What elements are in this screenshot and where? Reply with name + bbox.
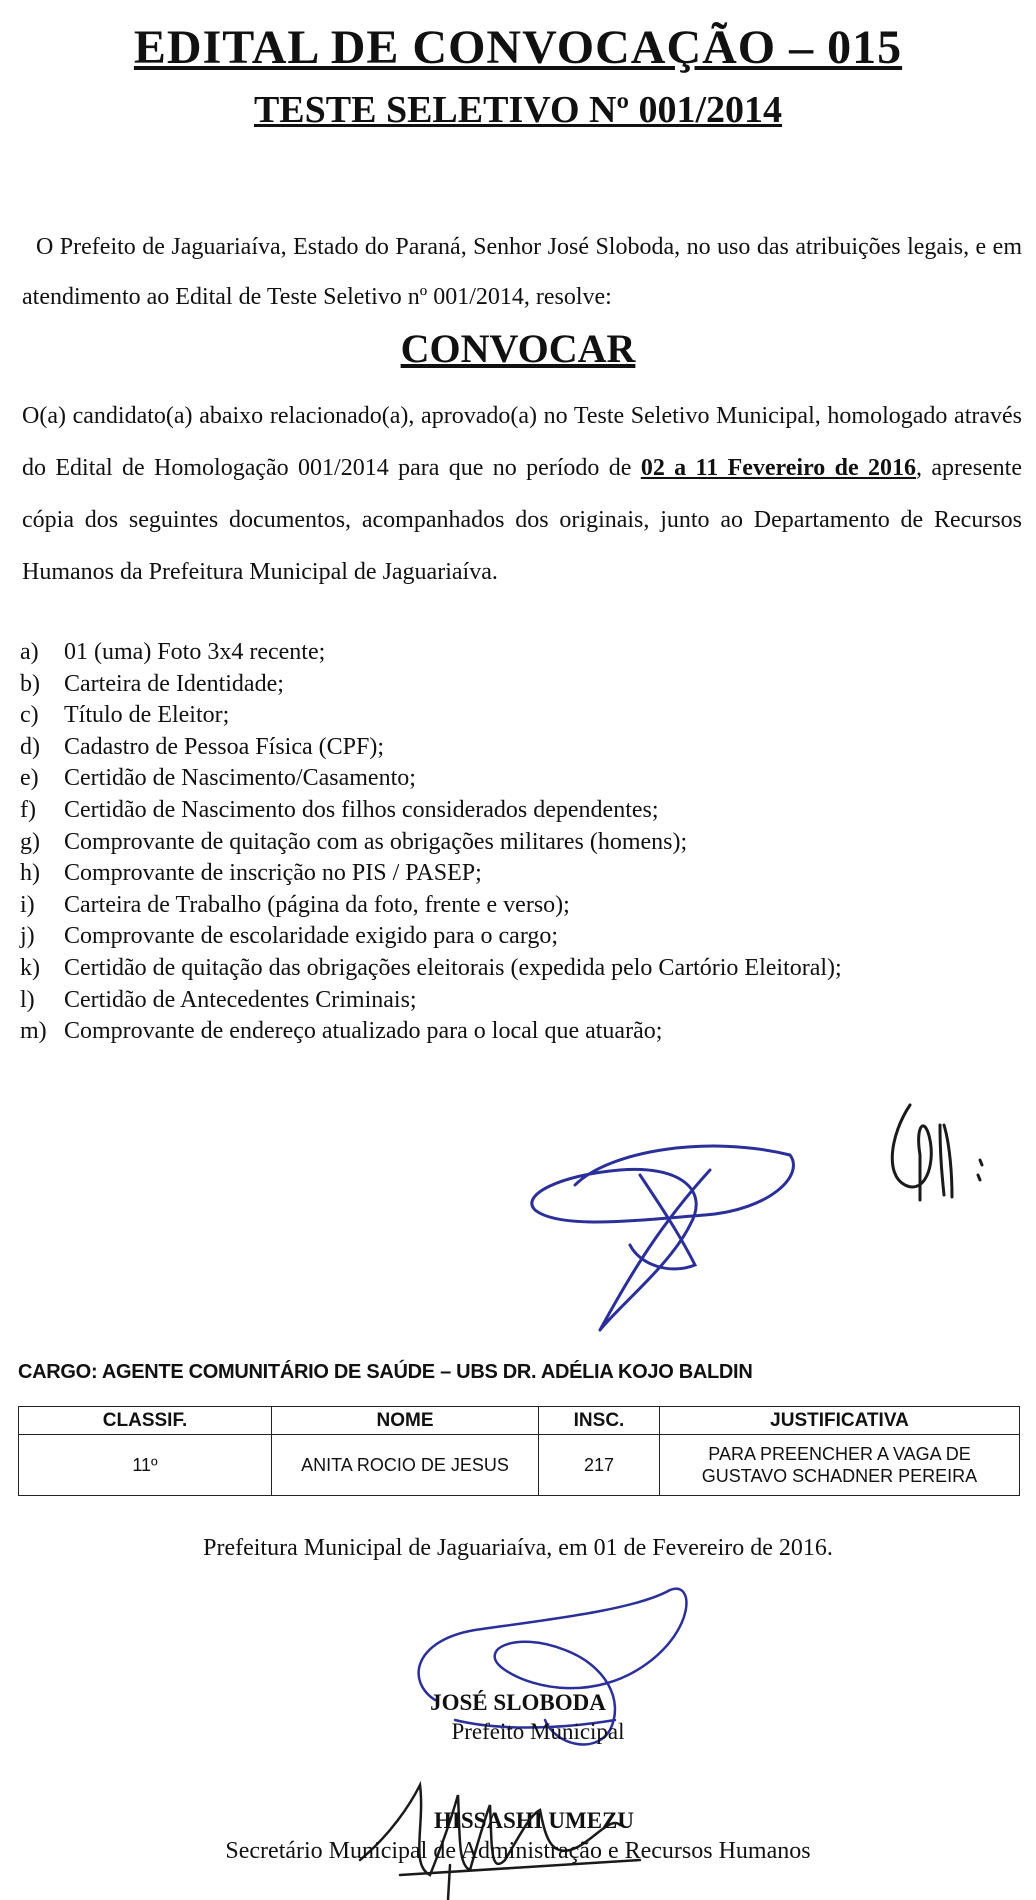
candidates-table xyxy=(18,1406,1020,1496)
list-item xyxy=(20,732,1020,764)
list-item xyxy=(20,827,1020,859)
table-row xyxy=(19,1435,1020,1496)
list-item xyxy=(20,858,1020,890)
convocar-heading: CONVOCAR xyxy=(400,326,636,371)
list-item-text: Título de Eleitor; xyxy=(64,702,230,729)
list-item xyxy=(20,669,1020,701)
list-item xyxy=(20,637,1020,669)
mayor-name: JOSÉ SLOBODA xyxy=(430,1690,606,1715)
list-item-text: Comprovante de quitação com as obrigações militares (homens); xyxy=(64,828,688,855)
list-item-letter: i) xyxy=(20,891,35,918)
justificativa-line-1: PARA PREENCHER A VAGA DE xyxy=(708,1444,971,1464)
cell-classif: 11º xyxy=(19,1435,272,1496)
table-header-row xyxy=(19,1407,1020,1435)
list-item-letter: b) xyxy=(20,670,40,697)
secretary-name: HISSASHI UMEZU xyxy=(433,1808,635,1833)
list-item-letter: d) xyxy=(20,733,40,760)
cell-nome: ANITA ROCIO DE JESUS xyxy=(272,1435,539,1496)
body-text-end: , apresente cópia dos seguintes documentos, acompanhados dos originais, junto ao Departamento de Recursos Humanos da Prefeitura Municipal de Jaguariaíva. xyxy=(22,455,1023,585)
list-item-text: Comprovante de endereço atualizado para o local que atuarão; xyxy=(64,1018,663,1045)
document-title: EDITAL DE CONVOCAÇÃO – 015 xyxy=(133,21,903,74)
list-item-letter: h) xyxy=(20,860,40,887)
column-header-classif: CLASSIF. xyxy=(19,1407,272,1435)
document-subtitle: TESTE SELETIVO Nº 001/2014 xyxy=(253,89,783,131)
list-item-letter: c) xyxy=(20,702,39,729)
column-header-insc: INSC. xyxy=(539,1407,660,1435)
list-item-text: Carteira de Trabalho (página da foto, frente e verso); xyxy=(64,891,570,918)
intro-paragraph: O Prefeito de Jaguariaíva, Estado do Paraná, Senhor José Sloboda, no uso das atribuições legais, e em atendimento ao Edital de Teste Seletivo nº 001/2014, resolve: xyxy=(22,234,1022,310)
list-item-text: Certidão de Nascimento/Casamento; xyxy=(64,765,416,792)
list-item-text: Comprovante de escolaridade exigido para o cargo; xyxy=(64,923,559,950)
mayor-role: Prefeito Municipal xyxy=(451,1719,625,1744)
list-item-letter: a) xyxy=(20,639,39,665)
list-item xyxy=(20,700,1020,732)
list-item-text: 01 (uma) Foto 3x4 recente; xyxy=(64,639,326,665)
list-item-text: Carteira de Identidade; xyxy=(64,670,284,697)
list-item-letter: k) xyxy=(20,954,40,981)
cargo-heading: CARGO: AGENTE COMUNITÁRIO DE SAÚDE – UBS DR. ADÉLIA KOJO BALDIN xyxy=(18,1361,753,1383)
column-header-justificativa: JUSTIFICATIVA xyxy=(660,1407,1020,1435)
cell-insc: 217 xyxy=(539,1435,660,1496)
cell-justificativa xyxy=(660,1435,1020,1496)
list-item xyxy=(20,921,1020,953)
handwritten-initials-black xyxy=(880,1085,1010,1215)
list-item xyxy=(20,795,1020,827)
body-text-start: O(a) candidato(a) abaixo relacionado(a), aprovado(a) no Teste Seletivo Municipal, homologado através do Edital de Homologação 001/2014 para que no período de xyxy=(22,403,1022,481)
place-and-date: Prefeitura Municipal de Jaguariaíva, em 01 de Fevereiro de 2016. xyxy=(203,1535,833,1561)
list-item xyxy=(20,1016,1020,1048)
list-item-letter: l) xyxy=(20,986,35,1013)
list-item-letter: m) xyxy=(20,1018,47,1045)
handwritten-signature-blue xyxy=(520,1115,810,1335)
list-item-text: Comprovante de inscrição no PIS / PASEP; xyxy=(64,860,482,887)
list-item-letter: g) xyxy=(20,828,40,855)
required-documents-list xyxy=(20,637,1020,1048)
list-item xyxy=(20,953,1020,985)
list-item xyxy=(20,985,1020,1017)
list-item-letter: e) xyxy=(20,765,39,792)
list-item-text: Certidão de Antecedentes Criminais; xyxy=(64,986,417,1013)
list-item-text: Cadastro de Pessoa Física (CPF); xyxy=(64,733,384,760)
period-highlight: 02 a 11 Fevereiro de 2016 xyxy=(640,455,917,481)
column-header-nome: NOME xyxy=(272,1407,539,1435)
list-item-letter: f) xyxy=(20,796,36,823)
secretary-role: Secretário Municipal de Administração e Recursos Humanos xyxy=(225,1838,811,1864)
list-item-text: Certidão de Nascimento dos filhos considerados dependentes; xyxy=(64,796,659,823)
list-item-letter: j) xyxy=(20,923,35,950)
justificativa-line-2: GUSTAVO SCHADNER PEREIRA xyxy=(701,1466,978,1486)
list-item xyxy=(20,890,1020,922)
body-paragraph xyxy=(22,390,1022,598)
list-item-text: Certidão de quitação das obrigações eleitorais (expedida pelo Cartório Eleitoral); xyxy=(64,954,842,981)
list-item xyxy=(20,763,1020,795)
